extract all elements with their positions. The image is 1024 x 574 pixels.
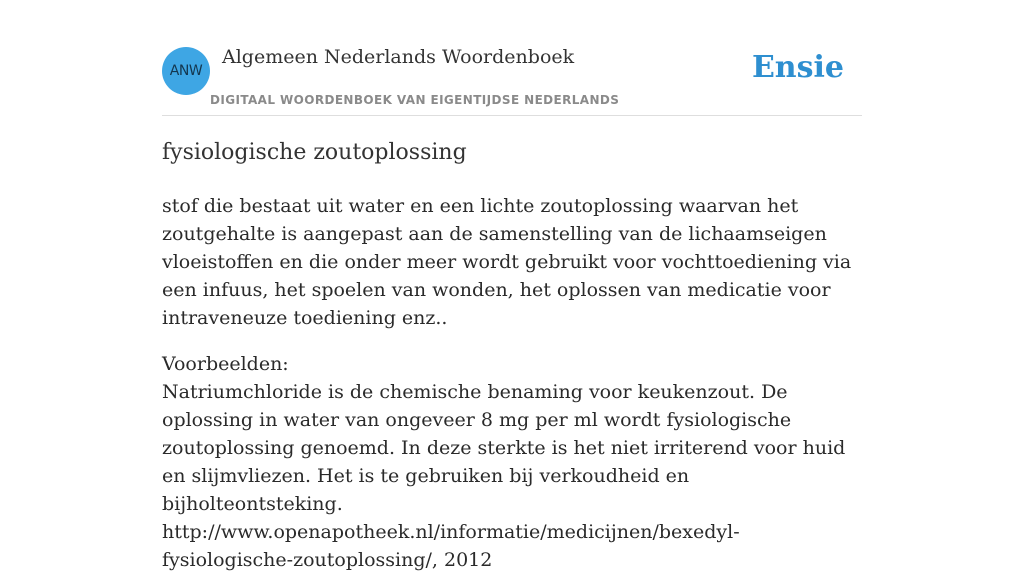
- entry-term: fysiologische zoutoplossing: [162, 140, 467, 165]
- site-header: [162, 0, 862, 116]
- entry-definition: stof die bestaat uit water en een lichte zoutoplossing waarvan het zoutgehalte is aangepast aan de samenstelling van de lichaamseigen vloeistoffen en die onder meer wordt gebruikt voor vochttoediening via een infuus, het spoelen van wonden, het oplossen van medicatie voor intraveneuze toediening enz..: [162, 195, 852, 329]
- anw-logo-text: ANW: [169, 63, 203, 79]
- header-divider: [162, 115, 862, 116]
- dictionary-subtitle: DIGITAAL WOORDENBOEK VAN EIGENTIJDSE NEDERLANDS: [210, 93, 620, 107]
- example-source: http://www.openapotheek.nl/informatie/medicijnen/bexedyl-fysiologische-zoutoplossing/, 2012: [162, 521, 740, 571]
- ensie-brand-logo[interactable]: Ensie: [751, 50, 844, 85]
- example-text: Natriumchloride is de chemische benaming voor keukenzout. De oplossing in water van ongeveer 8 mg per ml wordt fysiologische zoutoplossing genoemd. In deze sterkte is het niet irriterend voor huid en slijmvliezen. Het is te gebruiken bij verkoudheid en bijholteontsteking.: [162, 381, 846, 515]
- entry-content: [162, 192, 862, 574]
- examples-section: [162, 350, 862, 574]
- anw-logo[interactable]: [162, 47, 210, 95]
- dictionary-title: Algemeen Nederlands Woordenboek: [222, 46, 575, 68]
- examples-heading: Voorbeelden:: [162, 353, 289, 375]
